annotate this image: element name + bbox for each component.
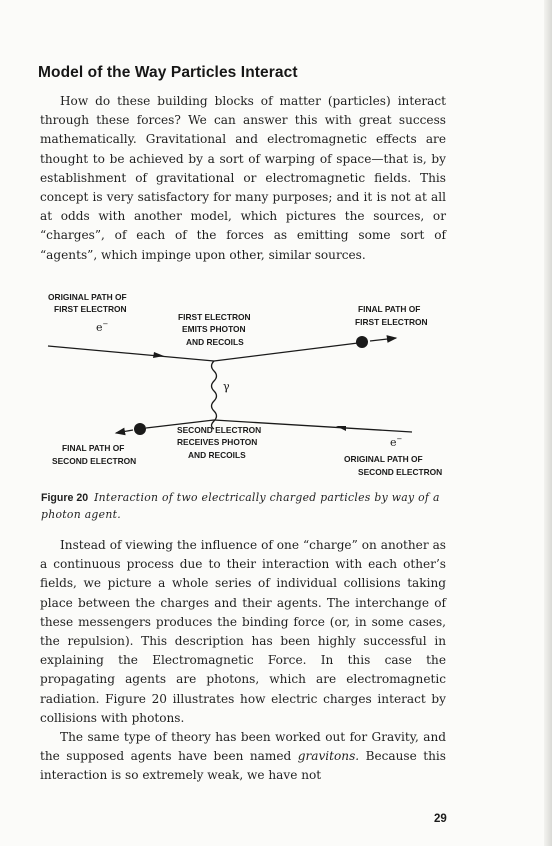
label-original-first-2: FIRST ELECTRON: [54, 304, 127, 314]
page-number: 29: [434, 813, 447, 825]
second-electron-arrow: [336, 426, 346, 431]
label-receives-2: RECEIVES PHOTON: [177, 437, 258, 447]
label-final-second-2: SECOND ELECTRON: [52, 456, 137, 466]
first-electron-original-path: [48, 346, 214, 361]
paragraph-3: [40, 728, 446, 786]
figure-20-diagram: [40, 288, 450, 488]
second-electron-charge: −: [396, 435, 403, 443]
label-final-first-2: FIRST ELECTRON: [355, 317, 428, 327]
first-electron-arrow: [153, 352, 164, 358]
label-receives-3: AND RECOILS: [188, 450, 246, 460]
photon-symbol: γ: [223, 380, 230, 393]
figure-caption: [41, 490, 449, 522]
label-emits-2: EMITS PHOTON: [182, 324, 246, 334]
figure-label: Figure 20: [41, 492, 89, 504]
section-heading: Model of the Way Particles Interact: [38, 64, 298, 81]
label-receives-1: SECOND ELECTRON: [177, 425, 262, 435]
first-electron-exit: [370, 338, 396, 341]
second-electron-symbol: [390, 435, 403, 449]
first-electron-ball: [356, 336, 368, 348]
photon-wave: [212, 361, 217, 429]
label-original-second-2: SECOND ELECTRON: [358, 467, 443, 477]
page-edge-shadow: [544, 0, 552, 846]
second-electron-ball: [134, 423, 146, 435]
label-emits-1: FIRST ELECTRON: [178, 312, 251, 322]
label-original-second-1: ORIGINAL PATH OF: [344, 454, 423, 464]
figure-caption-text: Interaction of two electrically charged particles by way of a photon agent.: [41, 491, 440, 521]
gravitons-term: gravitons.: [297, 749, 360, 764]
first-electron-e: e: [96, 321, 103, 334]
label-original-first-1: ORIGINAL PATH OF: [48, 292, 127, 302]
second-electron-e: e: [390, 436, 397, 449]
second-electron-exit: [116, 430, 133, 433]
first-electron-charge: −: [102, 320, 109, 328]
paragraph-3-start: The same type of theory has been worked out for Gravity, and the supposed agents have been named: [40, 730, 446, 764]
first-electron-symbol: [96, 320, 109, 334]
paragraph-3-end: Because this interaction is so extremely weak, we have not: [40, 749, 447, 783]
label-final-second-1: FINAL PATH OF: [62, 443, 125, 453]
label-emits-3: AND RECOILS: [186, 337, 244, 347]
label-final-first-1: FINAL PATH OF: [358, 304, 421, 314]
paragraph-2: Instead of viewing the influence of one “charge” on another as a continuous process due to their interaction with each other’s fields, we picture a whole series of individual collisions taking place between the charges and their agents. The interchange of these messengers produces the binding force (or, in some cases, the repulsion). This description has been highly successful in explaining the Electromagnetic Force. In this case the propagating agents are photons, which are electromagnetic radiation. Figure 20 illustrates how electric charges interact by collisions with photons.: [40, 538, 446, 725]
paragraph-1: How do these building blocks of matter (particles) interact through these forces? We can answer this with great success mathematically. Gravitational and electromagnetic effects are thought to be achieved by a sort of warping of space—that is, by establishment of gravitational or electromagnetic fields. This concept is very satisfactory for many purposes; and it is not at all at odds with another model, which pictures the sources, or “charges”, of each of the forces as emitting some sort of “agents”, which impinge upon other, similar sources.: [40, 94, 446, 262]
